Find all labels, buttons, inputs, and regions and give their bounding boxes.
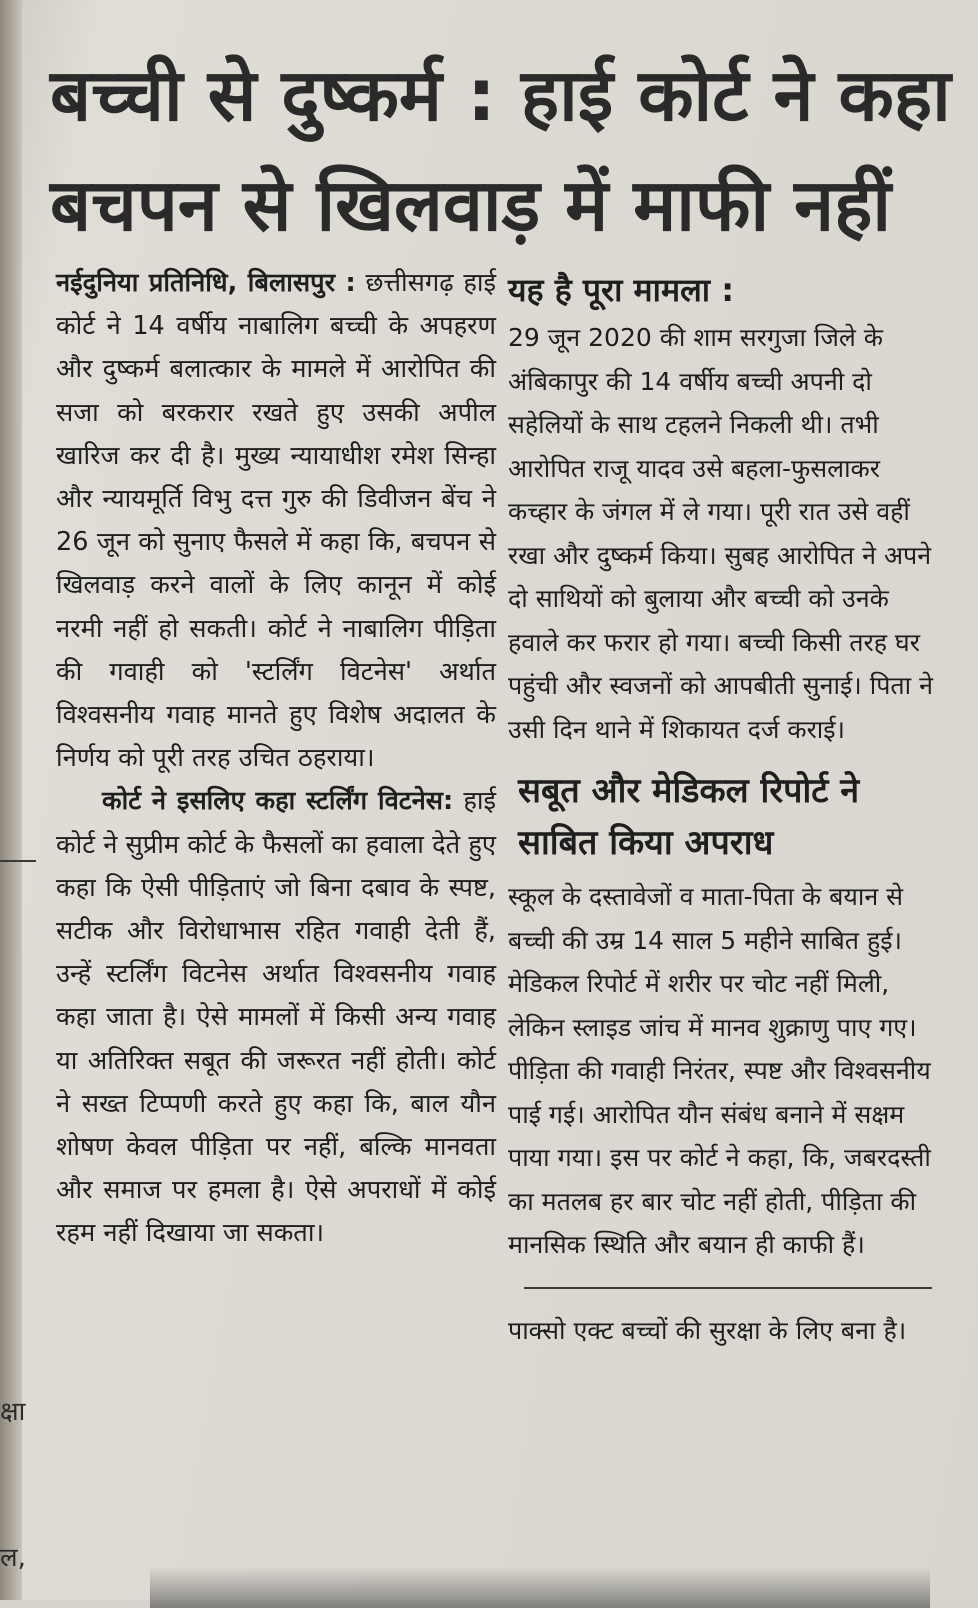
headline — [50, 40, 950, 260]
paragraph-1-text: छत्तीसगढ़ हाई कोर्ट ने 14 वर्षीय नाबालिग बच्ची के अपहरण और दुष्कर्म बलात्कार के मामले में आरोपित की सजा को बरकरार रखते हुए उसकी अपील खारिज कर दी है। मुख्य न्यायाधीश रमेश सिन्हा और न्यायमूर्ति विभु दत्त गुरु की डिवीजन बेंच ने 26 जून को सुनाए फैसले में कहा कि, बचपन से खिलवाड़ करने वालों के लिए कानून में कोई नरमी नहीं हो सकती। कोर्ट ने नाबालिग पीड़िता की गवाही को 'स्टर्लिंग विटनेस' अर्थात विश्वसनीय गवाह मानते हुए विशेष अदालत के निर्णय को पूरी तरह उचित ठहराया। — [56, 268, 496, 774]
article-paragraph-1 — [56, 262, 496, 780]
headline-line-2: बचपन से खिलवाड़ में माफी नहीं — [50, 163, 892, 247]
byline: नईदुनिया प्रतिनिधि, बिलासपुर : — [56, 268, 356, 298]
article-paragraph-2 — [56, 780, 496, 1255]
paragraph-2-text: हाई कोर्ट ने सुप्रीम कोर्ट के फैसलों का हवाला देते हुए कहा कि ऐसी पीड़िताएं जो बिना दबाव के स्पष्ट, सटीक और विरोधाभास रहित गवाही देती हैं, उन्हें स्टर्लिंग विटनेस अर्थात विश्वसनीय गवाह कहा जाता है। ऐसे मामलों में किसी अन्य गवाह या अतिरिक्त सबूत की जरूरत नहीं होती। कोर्ट ने सख्त टिप्पणी करते हुए कहा कि, बाल यौन शोषण केवल पीड़िता पर नहीं, बल्कि मानवता और समाज पर हमला है। ऐसे अपराधों में कोई रहम नहीं दिखाया जा सकता। — [56, 786, 496, 1249]
right-column — [508, 268, 933, 1352]
evidence-subhead: सबूत और मेडिकल रिपोर्ट ने साबित किया अपराध — [518, 771, 860, 863]
headline-line-1: बच्ची से दुष्कर्म : हाई कोर्ट ने कहा — [50, 53, 951, 137]
next-article-cutoff — [150, 1568, 930, 1608]
left-column — [56, 262, 496, 1256]
edge-fragment-2: ल, — [0, 1543, 26, 1573]
case-details-text: 29 जून 2020 की शाम सरगुजा जिले के अंबिकापुर की 14 वर्षीय बच्ची अपनी दो सहेलियों के साथ टहलने निकली थी। तभी आरोपित राजू यादव उसे बहला-फुसलाकर कच्हार के जंगल में ले गया। पूरी रात उसे वहीं रखा और दुष्कर्म किया। सुबह आरोपित ने अपने दो साथियों को बुलाया और बच्ची को उनके हवाले कर फरार हो गया। बच्ची किसी तरह घर पहुंची और स्वजनों को आपबीती सुनाई। पिता ने उसी दिन थाने में शिकायत दर्ज कराई। — [508, 323, 933, 744]
evidence-text: स्कूल के दस्तावेजों व माता-पिता के बयान से बच्ची की उम्र 14 साल 5 महीने साबित हुई। मेडिकल रिपोर्ट में शरीर पर चोट नहीं मिली, लेकिन स्लाइड जांच में मानव शुक्राणु पाए गए। पीड़िता की गवाही निरंतर, स्पष्ट और विश्वसनीय पाई गई। आरोपित यौन संबंध बनाने में सक्षम पाया गया। इस पर कोर्ट ने कहा, कि, जबरदस्ती का मतलब हर बार चोट नहीं होती, पीड़िता की मानसिक स्थिति और बयान ही काफी हैं। — [508, 882, 931, 1259]
edge-rule — [0, 860, 36, 862]
page-edge-shadow — [0, 0, 22, 1600]
case-box-title: यह है पूरा मामला : — [508, 271, 734, 309]
pocso-note: पाक्सो एक्ट बच्चों की सुरक्षा के लिए बना है। — [508, 1315, 907, 1345]
edge-fragment-1: क्षा — [0, 1397, 26, 1427]
inline-subhead: कोर्ट ने इसलिए कहा स्टर्लिंग विटनेस: — [102, 786, 454, 817]
divider-rule — [524, 1287, 932, 1289]
